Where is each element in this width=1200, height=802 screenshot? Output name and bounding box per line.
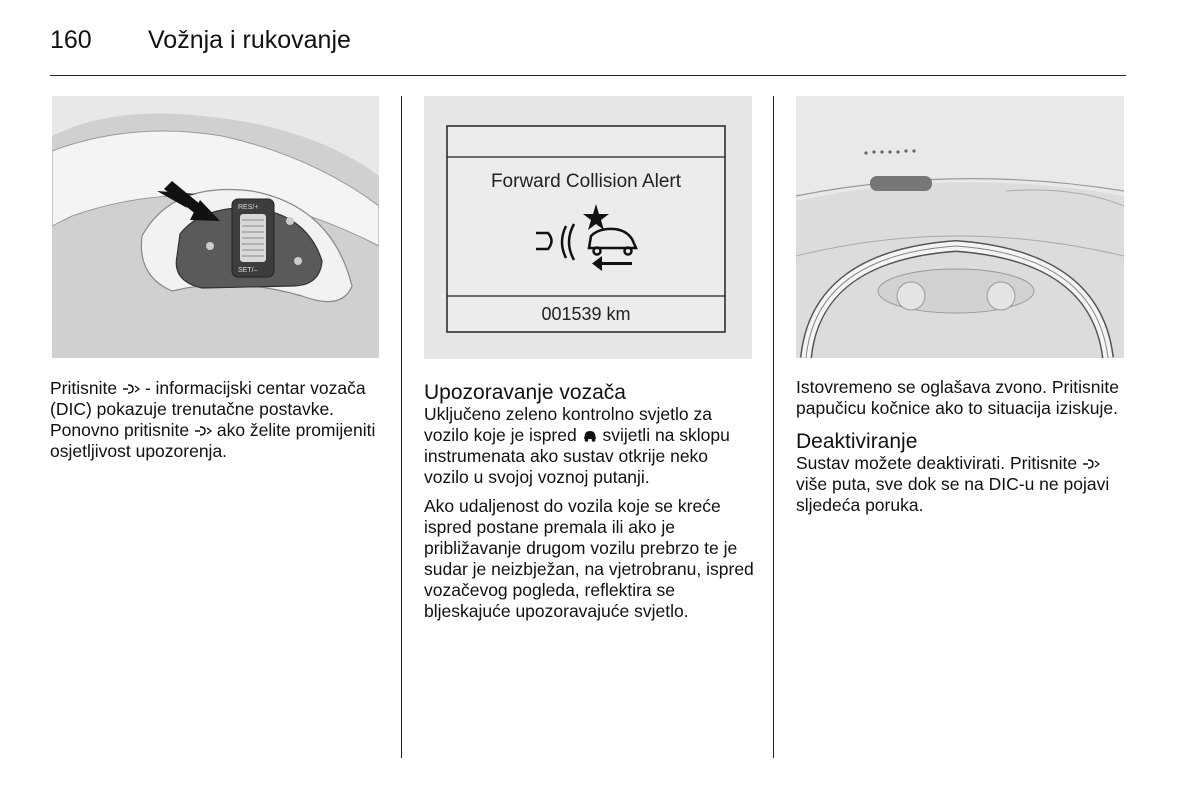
steering-wheel-figure (52, 96, 379, 358)
section-heading-driver-warning: Upozoravanje vozača (424, 381, 626, 404)
vehicle-ahead-icon (582, 429, 598, 443)
column-3-text (796, 377, 1126, 524)
col3-paragraph-1: Istovremeno se oglašava zvono. Pritisnite papučicu kočnice ako to situacija iziskuje. (796, 377, 1119, 418)
col2-paragraph-2: Ako udaljenost do vozila koje se kreće ispred postane premala ili ako je približavanje drugom vozilu prebrzo te je sudar je neizbježan, na vjetrobranu, ispred vozačevog pogleda, reflektira se bljeskajuće upozoravajuće svjetlo. (424, 496, 754, 621)
windshield-figure (796, 96, 1124, 358)
column-divider-2 (773, 96, 774, 758)
page-header (50, 22, 1126, 76)
collision-alert-button-icon (194, 424, 212, 438)
column-1-text (50, 378, 380, 470)
collision-alert-button-icon (1082, 457, 1100, 471)
col1-paragraph: Pritisnite - informacijski centar vozača (DIC) pokazuje trenutačne postavke. Ponovno pritisnite ako želite promijeniti osjetljivost upozorenja. (50, 378, 376, 461)
column-divider-1 (401, 96, 402, 758)
wheel-button-top-label: RES/+ (238, 204, 259, 211)
chapter-title: Vožnja i rukovanje (148, 26, 351, 54)
wheel-button-bottom-label: SET/– (238, 267, 258, 274)
odometer-readout: 001539 km (541, 304, 631, 324)
section-heading-deactivation: Deaktiviranje (796, 430, 918, 453)
col3-paragraph-2: Sustav možete deaktivirati. Pritisnite više puta, sve dok se na DIC-u ne pojavi sljedeća poruka. (796, 453, 1110, 515)
dic-display-figure (424, 96, 752, 359)
page-number: 160 (50, 26, 92, 54)
header-rule (50, 75, 1126, 76)
column-2-text (424, 382, 756, 630)
dic-title: Forward Collision Alert (490, 171, 682, 192)
collision-alert-button-icon (122, 382, 140, 396)
col2-paragraph-1: Uključeno zeleno kontrolno svjetlo za vozilo koje je ispred svijetli na sklopu instrumenata ako sustav otkrije neko vozilo u svojoj voznoj putanji. (424, 404, 730, 487)
